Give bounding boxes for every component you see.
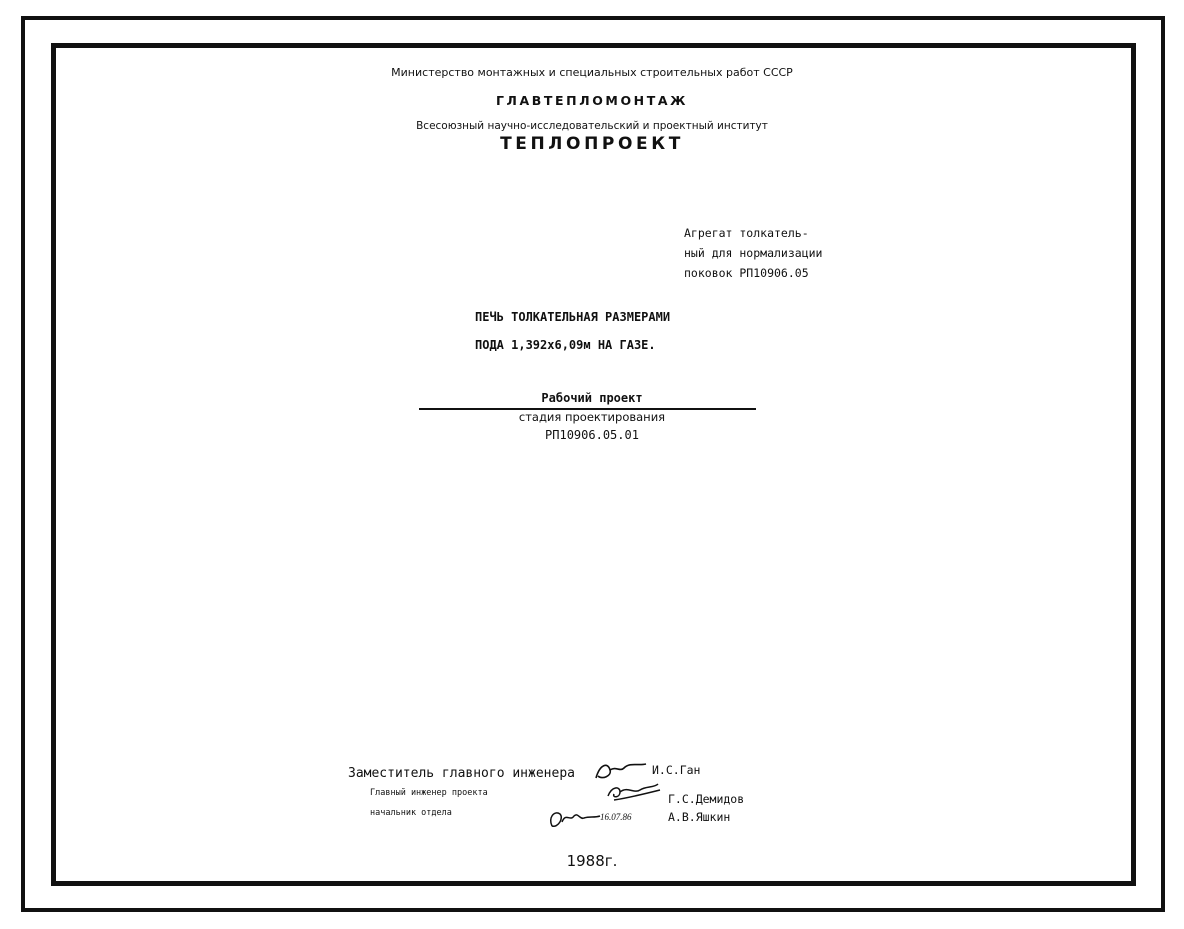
head-name: А.В.Яшкин xyxy=(668,810,731,824)
title-line-1: ПЕЧЬ ТОЛКАТЕЛЬНАЯ РАЗМЕРАМИ xyxy=(475,310,671,324)
aggregate-line-2: ный для нормализации xyxy=(684,246,823,260)
chief-name: Г.С.Демидов xyxy=(668,792,745,806)
project-type: Рабочий проект xyxy=(541,391,643,405)
deputy-name: И.С.Ган xyxy=(652,763,701,777)
document-title xyxy=(475,303,670,359)
stage-caption: стадия проектирования xyxy=(518,410,666,424)
chief-project-engineer-title: Главный инженер проекта xyxy=(370,788,488,798)
chief-signature xyxy=(604,780,662,804)
institute-name: ТЕПЛОПРОЕКТ xyxy=(500,134,684,154)
aggregate-block xyxy=(684,223,822,283)
institute-description: Всесоюзный научно-исследовательский и проектный институт xyxy=(416,120,768,132)
head-signature xyxy=(544,804,604,834)
glavk-name: ГЛАВТЕПЛОМОНТАЖ xyxy=(495,93,689,108)
aggregate-line-3: поковок РП10906.05 xyxy=(684,266,809,280)
deputy-chief-engineer-title: Заместитель главного инженера xyxy=(348,766,575,781)
ministry-line: Министерство монтажных и специальных строительных работ СССР xyxy=(391,66,793,79)
document-year: 1988г. xyxy=(566,852,618,870)
aggregate-line-1: Агрегат толкатель- xyxy=(684,226,809,240)
project-code: РП10906.05.01 xyxy=(545,428,639,442)
department-head-title: начальник отдела xyxy=(370,808,452,818)
signature-date: 16.07.86 xyxy=(600,812,632,822)
title-line-2: ПОДА 1,392х6,09м НА ГАЗЕ. xyxy=(475,338,656,352)
